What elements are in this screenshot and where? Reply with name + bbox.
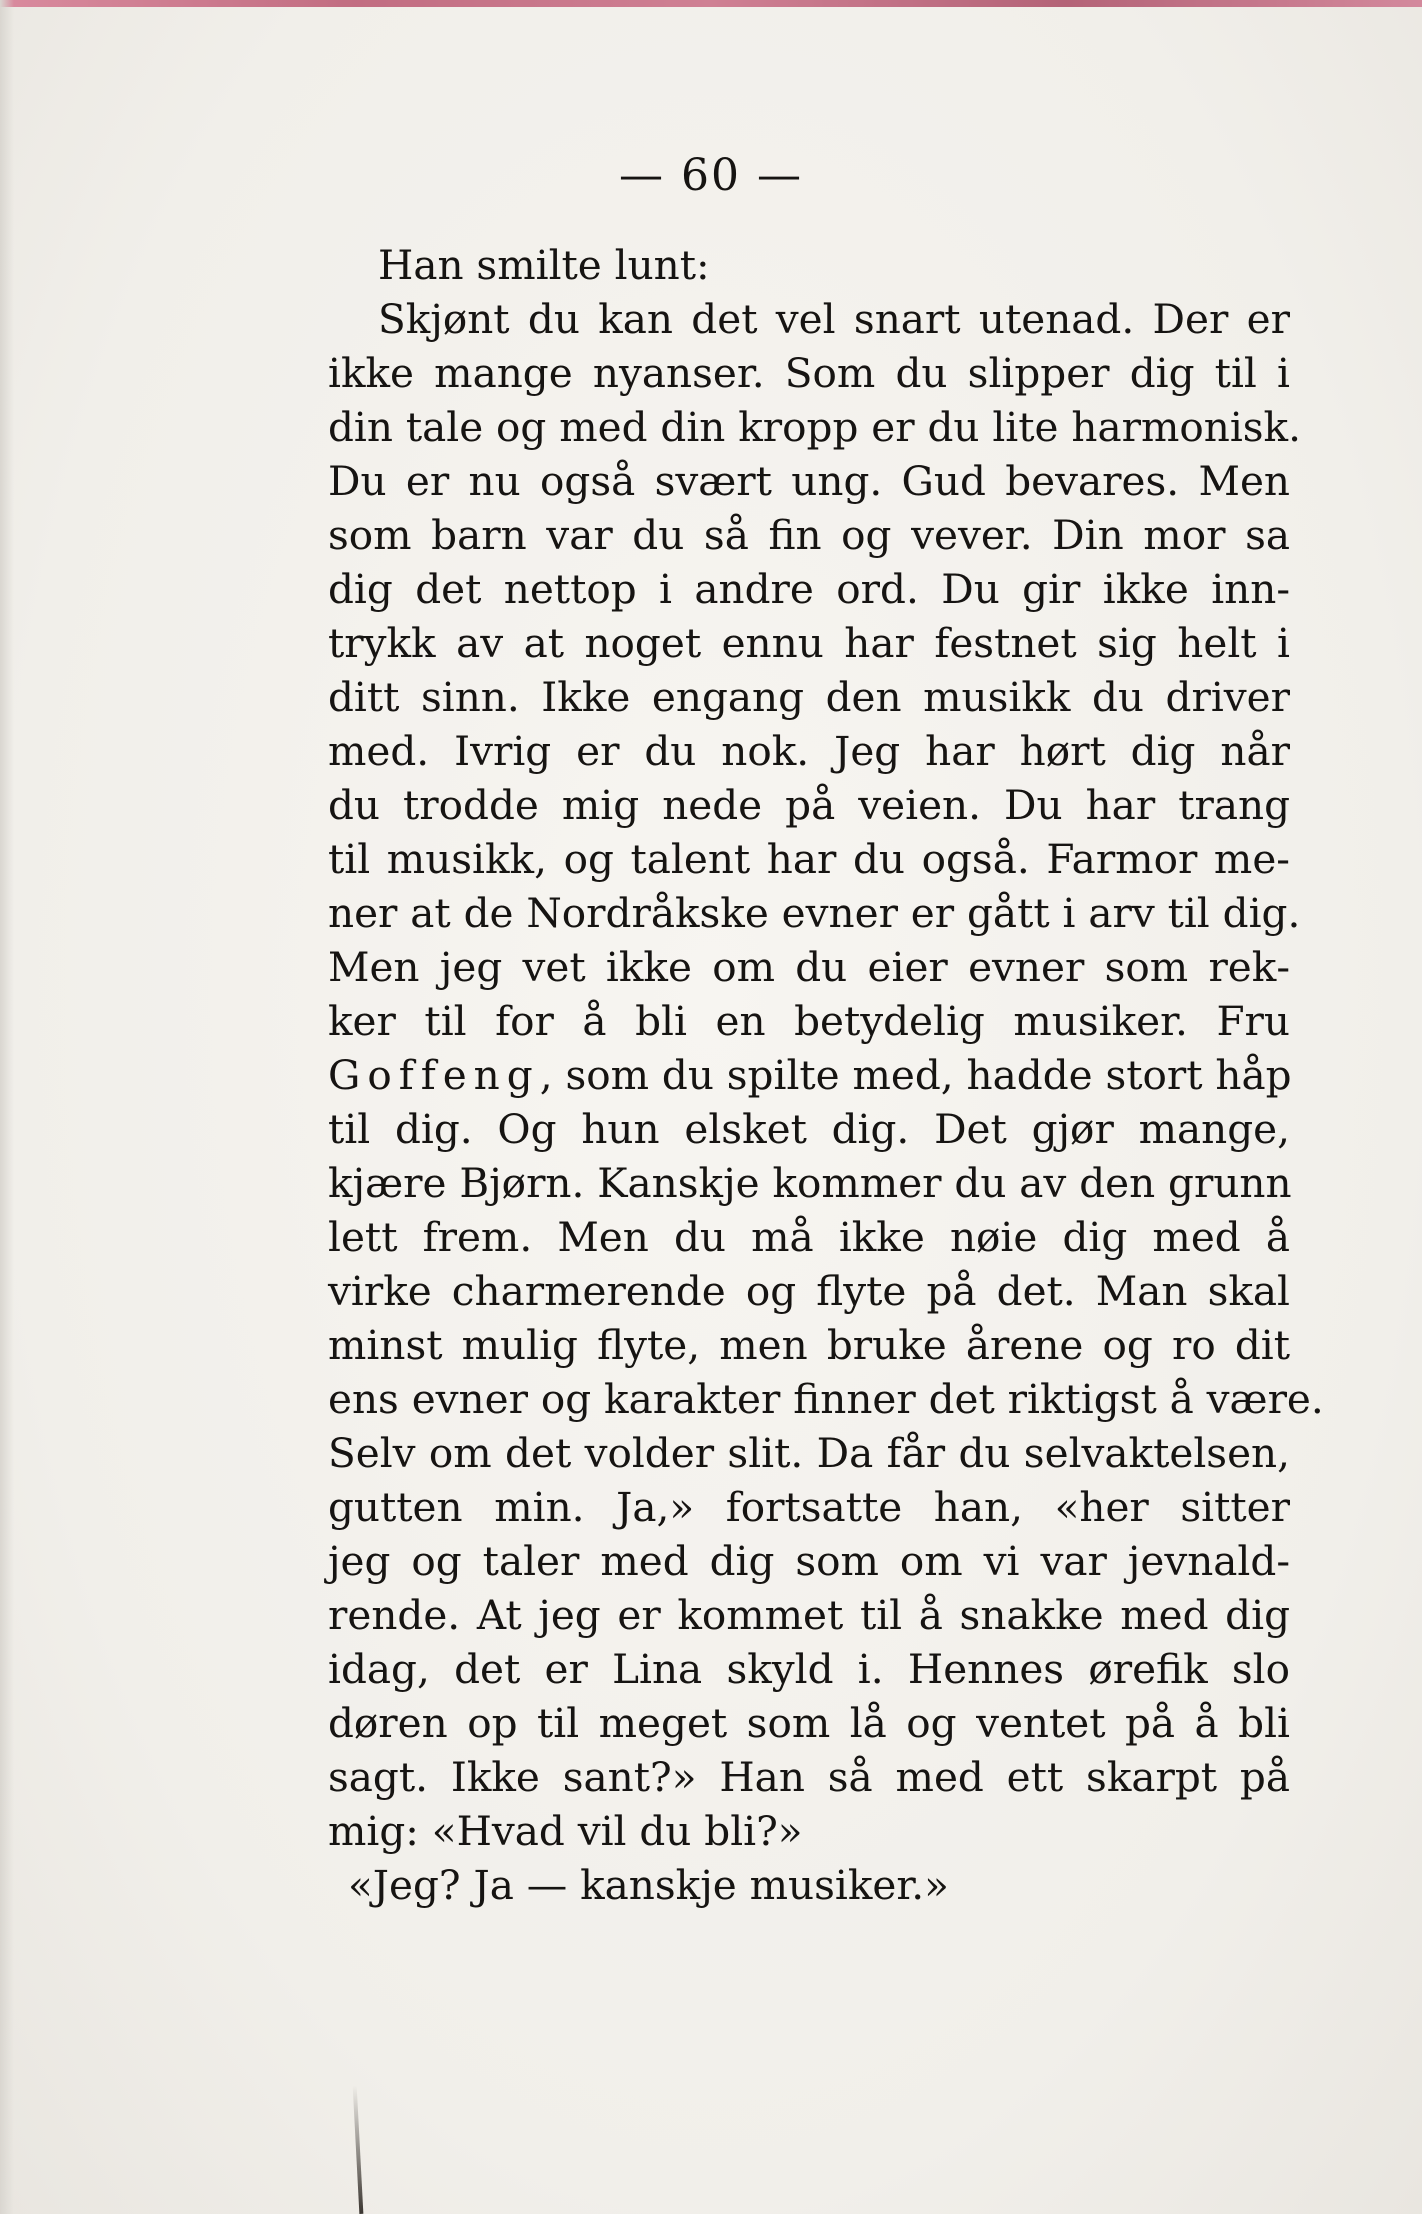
text-line: Du er nu også svært ung. Gud bevares. Men	[328, 457, 1290, 505]
text-line: jeg og taler med dig som om vi var jevnald‐	[328, 1537, 1290, 1585]
text-line: Men jeg vet ikke om du eier evner som rek‐	[328, 943, 1290, 991]
text-line: ditt sinn. Ikke engang den musikk du driver	[328, 673, 1290, 721]
text-line: til dig. Og hun elsket dig. Det gjør mange,	[328, 1105, 1290, 1153]
page-number: — 60 —	[619, 150, 803, 201]
gutter-mark	[353, 2085, 364, 2214]
text-line: trykk av at noget ennu har festnet sig helt i	[328, 619, 1290, 667]
text-line: idag, det er Lina skyld i. Hennes ørefik slo	[328, 1645, 1290, 1693]
spaced-name: Goffeng	[328, 1051, 540, 1099]
page-top-edge	[0, 0, 1422, 7]
text-line: minst mulig flyte, men bruke årene og ro dit	[328, 1321, 1290, 1369]
text-fragment: , som du spilte med, hadde stort håp	[539, 1051, 1292, 1099]
text-line: gutten min. Ja,» fortsatte han, «her sitter	[328, 1483, 1290, 1531]
text-line: Selv om det volder slit. Da får du selvaktelsen,	[328, 1429, 1290, 1477]
text-line: ker til for å bli en betydelig musiker. Fru	[328, 997, 1290, 1045]
text-line: til musikk, og talent har du også. Farmor me‐	[328, 835, 1290, 883]
text-line: du trodde mig nede på veien. Du har trang	[328, 781, 1290, 829]
text-line: mig: «Hvad vil du bli?»	[328, 1807, 803, 1855]
text-line	[328, 1048, 1290, 1102]
text-line: ens evner og karakter finner det riktigst å være.	[328, 1375, 1324, 1423]
text-line: Han smilte lunt:	[378, 241, 710, 289]
text-line: kjære Bjørn. Kanskje kommer du av den grunn	[328, 1159, 1292, 1207]
body-text	[328, 238, 1324, 1912]
text-line: «Jeg? Ja — kanskje musiker.»	[348, 1861, 949, 1909]
text-line: sagt. Ikke sant?» Han så med ett skarpt på	[328, 1753, 1290, 1801]
text-line: med. Ivrig er du nok. Jeg har hørt dig når	[328, 727, 1290, 775]
page-binding-edge	[0, 0, 14, 2214]
text-line: ikke mange nyanser. Som du slipper dig til i	[328, 349, 1290, 397]
text-line: døren op til meget som lå og ventet på å bli	[328, 1699, 1290, 1747]
text-line: virke charmerende og flyte på det. Man skal	[328, 1267, 1290, 1315]
text-line: rende. At jeg er kommet til å snakke med dig	[328, 1591, 1290, 1639]
text-line: ner at de Nordråkske evner er gått i arv til dig.	[328, 889, 1301, 937]
text-line: Skjønt du kan det vel snart utenad. Der er	[378, 295, 1290, 343]
text-line: din tale og med din kropp er du lite harmonisk.	[328, 403, 1301, 451]
text-line: lett frem. Men du må ikke nøie dig med å	[328, 1213, 1290, 1261]
text-line: dig det nettop i andre ord. Du gir ikke inn‐	[328, 565, 1290, 613]
text-line: som barn var du så fin og vever. Din mor sa	[328, 511, 1290, 559]
